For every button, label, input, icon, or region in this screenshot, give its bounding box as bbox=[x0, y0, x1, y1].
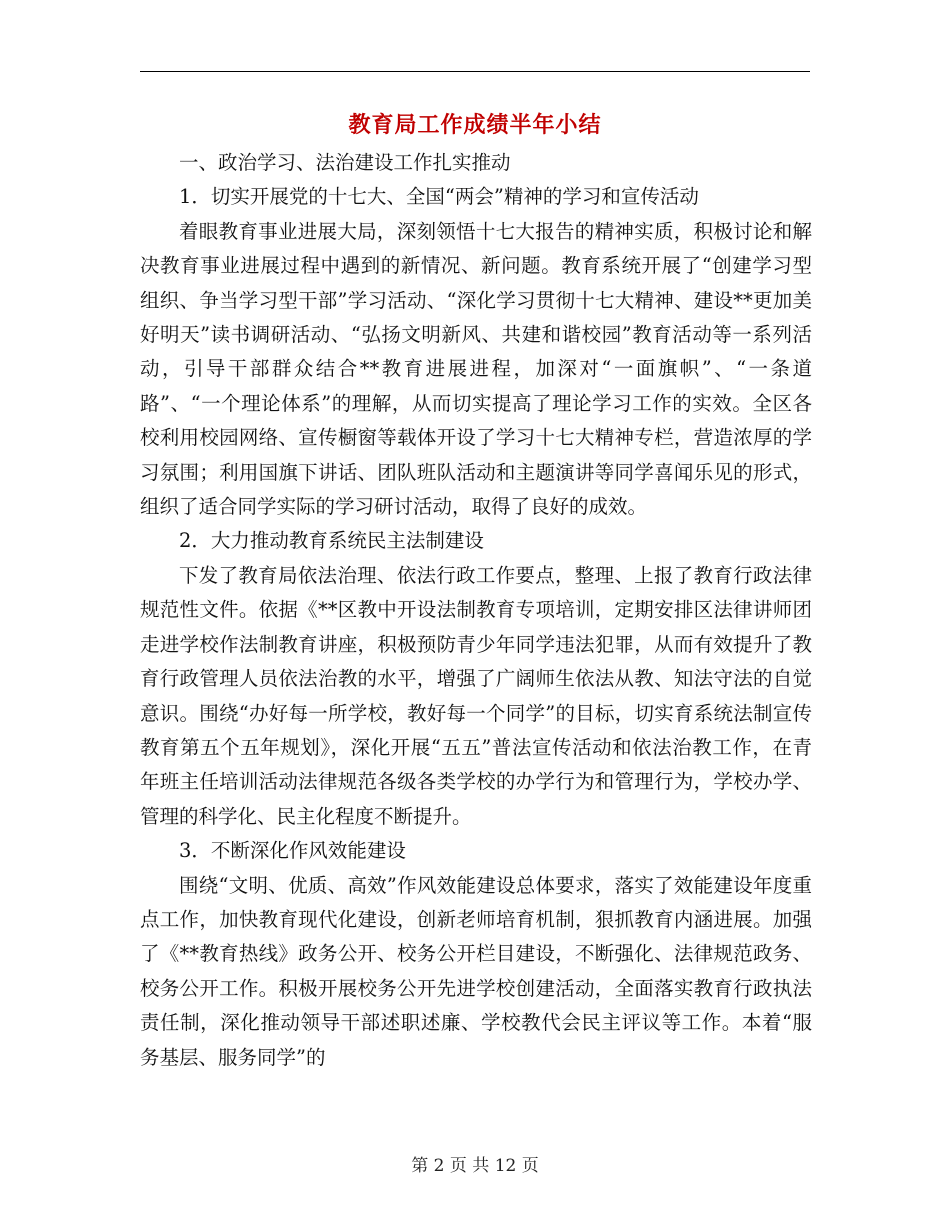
subsection-heading: 1．切实开展党的十七大、全国“两会”精神的学习和宣传活动 bbox=[179, 185, 699, 209]
body-paragraph: 着眼教育事业进展大局，深刻领悟十七大报告的精神实质，积极讨论和解决教育事业进展过程中遇到的新情况、新问题。教育系统开展了“创建学习型组织、争当学习型干部”学习活动、“深化学习贯彻十七大精神、建设**更加美好明天”读书调研活动、“弘扬文明新风、共建和谐校园”教育活动等一系列活动，引导干部群众结合**教育进展进程，加深对“一面旗帜”、“一条道路”、“一个理论体系”的理解，从而切实提高了理论学习工作的实效。全区各校利用校园网络、宣传橱窗等载体开设了学习十七大精神专栏，营造浓厚的学习氛围；利用国旗下讲话、团队班队活动和主题演讲等同学喜闻乐见的形式，组织了适合同学实际的学习研讨活动，取得了良好的成效。 bbox=[140, 219, 812, 519]
subsection-heading: 2．大力推动教育系统民主法制建设 bbox=[179, 529, 484, 553]
document-title: 教育局工作成绩半年小结 bbox=[348, 112, 602, 138]
body-paragraph: 围绕“文明、优质、高效”作风效能建设总体要求，落实了效能建设年度重点工作，加快教育现代化建设，创新老师培育机制，狠抓教育内涵进展。加强了《**教育热线》政务公开、校务公开栏目建设，不断强化、法律规范政务、校务公开工作。积极开展校务公开先进学校创建活动，全面落实教育行政执法责任制，深化推动领导干部述职述廉、学校教代会民主评议等工作。本着“服务基层、服务同学”的 bbox=[140, 873, 812, 1069]
document-body bbox=[140, 146, 812, 1075]
body-paragraph: 下发了教育局依法治理、依法行政工作要点，整理、上报了教育行政法律规范性文件。依据《**区教中开设法制教育专项培训，定期安排区法律讲师团走进学校作法制教育讲座，积极预防青少年同学违法犯罪，从而有效提升了教育行政管理人员依法治教的水平，增强了广阔师生依法从教、知法守法的自觉意识。围绕“办好每一所学校，教好每一个同学”的目标，切实育系统法制宣传教育第五个五年规划》，深化开展“五五”普法宣传活动和依法治教工作，在青年班主任培训活动法律规范各级各类学校的办学行为和管理行为，学校办学、管理的科学化、民主化程度不断提升。 bbox=[140, 563, 812, 828]
header-rule bbox=[140, 71, 810, 72]
subsection-heading: 3．不断深化作风效能建设 bbox=[179, 839, 406, 863]
page-number-footer: 第 2 页 共 12 页 bbox=[411, 1156, 539, 1176]
section-heading: 一、政治学习、法治建设工作扎实推动 bbox=[179, 151, 511, 174]
